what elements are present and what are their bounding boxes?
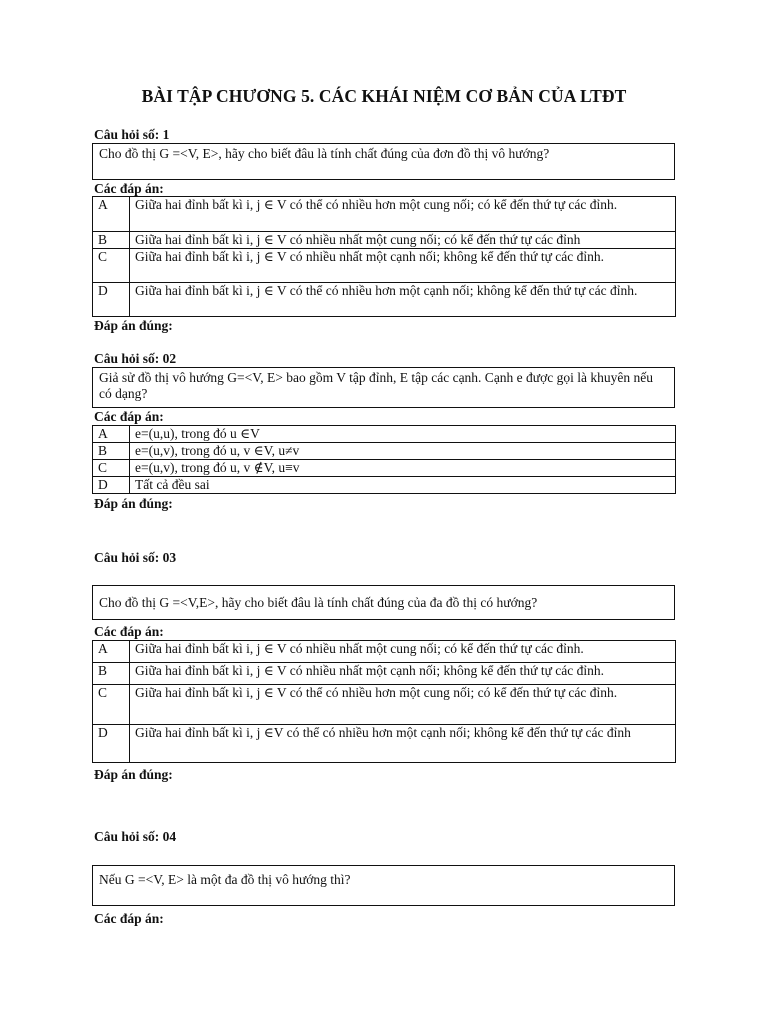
option-letter: B [93, 443, 130, 460]
option-letter: C [93, 249, 130, 283]
option-row [93, 477, 676, 494]
option-letter: B [93, 663, 130, 685]
question-3-text [92, 585, 675, 620]
option-letter: A [93, 197, 130, 232]
option-letter: D [93, 477, 130, 494]
question-4-answers-label: Các đáp án: [94, 911, 164, 926]
question-1-answers-label: Các đáp án: [94, 181, 164, 196]
document-title: BÀI TẬP CHƯƠNG 5. CÁC KHÁI NIỆM CƠ BẢN CỦA LTĐT [141, 86, 627, 106]
question-2-label: Câu hỏi số: 02 [94, 351, 177, 366]
option-row [93, 249, 676, 283]
option-letter: A [93, 426, 130, 443]
option-text: e=(u,u), trong đó u ∈V [130, 426, 676, 443]
question-1-correct-label: Đáp án đúng: [94, 318, 173, 333]
option-letter: C [93, 685, 130, 725]
option-text: Giữa hai đỉnh bất kì i, j ∈ V có nhiều nhất một cạnh nối; không kể đến thứ tự các đỉnh. [130, 663, 676, 685]
option-text: Giữa hai đỉnh bất kì i, j ∈ V có nhiều nhất một cung nối; có kể đến thứ tự các đỉnh [130, 232, 676, 249]
question-2-answers-label: Các đáp án: [94, 409, 164, 424]
option-letter: B [93, 232, 130, 249]
option-row [93, 663, 676, 685]
question-2-text: Giả sử đồ thị vô hướng G=<V, E> bao gồm V tập đỉnh, E tập các cạnh. Cạnh e được gọi là khuyên nếu có dạng? [92, 367, 675, 408]
option-row [93, 443, 676, 460]
option-text: Tất cả đều sai [130, 477, 676, 494]
question-1-text: Cho đồ thị G =<V, E>, hãy cho biết đâu là tính chất đúng của đơn đồ thị vô hướng? [92, 143, 675, 180]
option-letter: C [93, 460, 130, 477]
option-text: Giữa hai đỉnh bất kì i, j ∈ V có nhiều nhất một cung nối; có kể đến thứ tự các đỉnh. [130, 641, 676, 663]
question-1-label: Câu hỏi số: 1 [94, 127, 170, 142]
option-row [93, 641, 676, 663]
option-text: Giữa hai đỉnh bất kì i, j ∈ V có thể có nhiều hơn một cạnh nối; không kể đến thứ tự các đỉnh. [130, 283, 676, 317]
option-row [93, 232, 676, 249]
question-2-options [92, 425, 676, 494]
question-4-text: Nếu G =<V, E> là một đa đồ thị vô hướng thì? [92, 865, 675, 906]
option-text: Giữa hai đỉnh bất kì i, j ∈ V có thể có nhiều hơn một cung nối; có kể đến thứ tự các đỉnh. [130, 685, 676, 725]
option-text: e=(u,v), trong đó u, v ∈V, u≠v [130, 443, 676, 460]
option-text: Giữa hai đỉnh bất kì i, j ∈ V có nhiều nhất một cạnh nối; không kể đến thứ tự các đỉnh. [130, 249, 676, 283]
question-4-label: Câu hỏi số: 04 [94, 829, 177, 844]
question-3-label: Câu hỏi số: 03 [94, 550, 177, 565]
option-text: Giữa hai đỉnh bất kì i, j ∈V có thể có nhiều hơn một cạnh nối; không kể đến thứ tự các đỉnh [130, 725, 676, 763]
option-text: Giữa hai đỉnh bất kì i, j ∈ V có thể có nhiều hơn một cung nối; có kể đến thứ tự các đỉnh. [130, 197, 676, 232]
question-1-options [92, 196, 676, 317]
option-letter: D [93, 283, 130, 317]
option-row [93, 426, 676, 443]
option-text: e=(u,v), trong đó u, v ∉V, u≡v [130, 460, 676, 477]
question-3-text-content: Cho đồ thị G =<V,E>, hãy cho biết đâu là tính chất đúng của đa đồ thị có hướng? [99, 594, 538, 610]
option-letter: D [93, 725, 130, 763]
option-row [93, 460, 676, 477]
option-letter: A [93, 641, 130, 663]
option-row [93, 197, 676, 232]
option-row [93, 283, 676, 317]
question-3-options [92, 640, 676, 763]
question-3-answers-label: Các đáp án: [94, 624, 164, 639]
option-row [93, 725, 676, 763]
question-3-correct-label: Đáp án đúng: [94, 767, 173, 782]
question-2-correct-label: Đáp án đúng: [94, 496, 173, 511]
option-row [93, 685, 676, 725]
